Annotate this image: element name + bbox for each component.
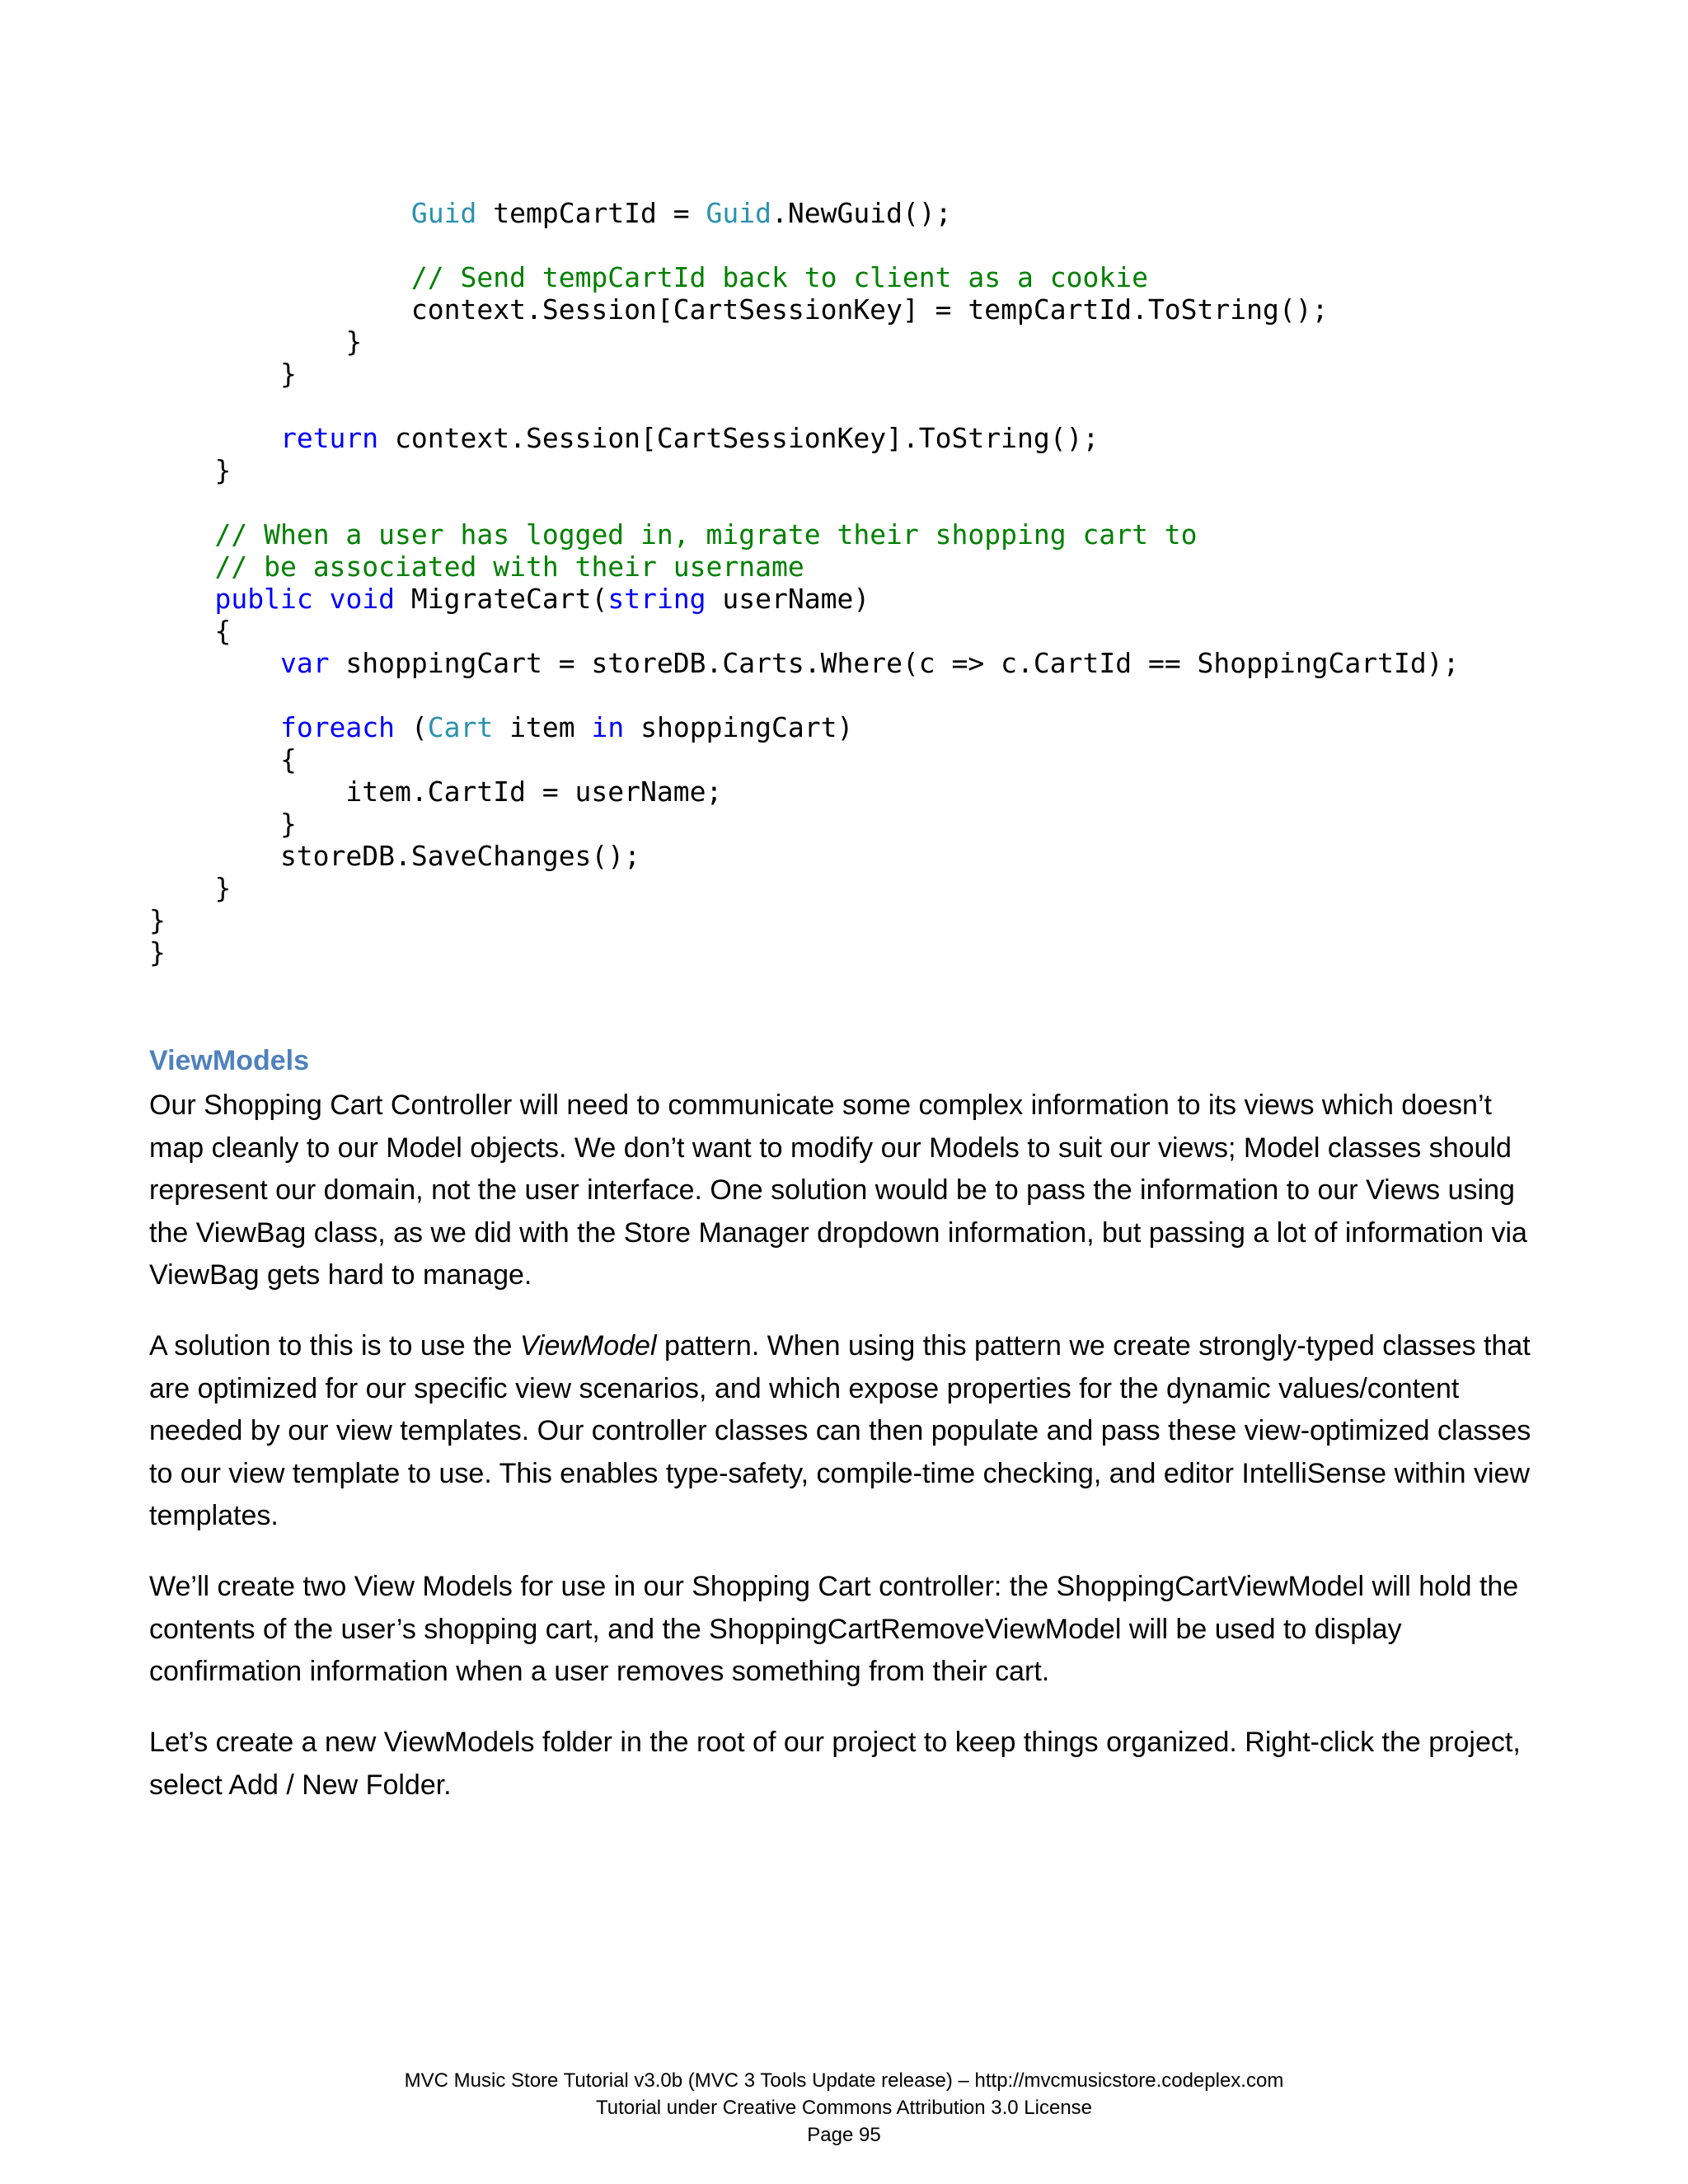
code-block — [149, 197, 1459, 968]
code-line — [149, 454, 1459, 486]
code-token-keyword: return — [279, 422, 379, 454]
code-token-plain — [149, 711, 280, 743]
paragraph-1: Our Shopping Cart Controller will need to communicate some complex information to its views which doesn’t map cleanly to our Model objects. We don’t want to modify our Models to suit our views; Model classes should represent our domain, not the user interface. One solution would be to pass the information to our Views using the ViewBag class, as we did with the Store Manager dropdown information, but passing a lot of information via ViewBag gets hard to manage. — [149, 1090, 1527, 1291]
code-token-plain: ( — [395, 711, 428, 743]
paragraph-2-emphasis: ViewModel — [519, 1330, 657, 1361]
code-token-type: Cart — [427, 711, 494, 743]
code-line — [149, 647, 1459, 679]
code-token-comment: // Send tempCartId back to client as a cookie — [410, 261, 1148, 293]
code-line — [149, 358, 1459, 390]
code-token-keyword: var — [279, 647, 330, 679]
code-token-keyword: public — [214, 583, 313, 615]
code-token-comment: // When a user has logged in, migrate their shopping cart to — [214, 518, 1198, 551]
code-line — [149, 936, 1459, 968]
code-token-plain: tempCartId = — [476, 197, 706, 229]
code-token-plain: shoppingCart) — [624, 711, 854, 743]
code-token-plain — [149, 422, 280, 454]
code-token-plain — [149, 551, 214, 583]
paragraph-4: Let’s create a new ViewModels folder in the root of our project to keep things organized. Right-click the project, select Add / New Folder. — [149, 1727, 1521, 1801]
code-line — [149, 904, 1459, 936]
code-token-plain: } — [149, 454, 232, 486]
code-token-plain: { — [149, 743, 297, 776]
code-token-plain — [149, 518, 214, 551]
code-line — [149, 197, 1459, 229]
code-token-plain — [149, 647, 280, 679]
code-token-plain: } — [149, 904, 166, 936]
paragraph-3: We’ll create two View Models for use in our Shopping Cart controller: the ShoppingCartViewModel will hold the contents of the user’s shopping cart, and the ShoppingCartRemoveViewModel will be used to display confirmation information when a user removes something from their cart. — [149, 1571, 1519, 1687]
code-line — [149, 808, 1459, 840]
code-token-keyword: void — [329, 583, 396, 615]
code-line — [149, 615, 1459, 647]
section-heading: ViewModels — [149, 1045, 309, 1076]
code-line — [149, 486, 1459, 518]
code-token-plain: storeDB.SaveChanges(); — [149, 840, 641, 872]
code-token-plain: } — [149, 936, 166, 968]
page-footer — [0, 2067, 1688, 2149]
code-token-plain: } — [149, 326, 363, 358]
code-token-type: Guid — [410, 197, 477, 229]
paragraph-2-start: A solution to this is to use the — [149, 1330, 520, 1361]
code-token-type: Guid — [706, 197, 772, 229]
code-token-keyword: foreach — [279, 711, 396, 743]
code-line — [149, 743, 1459, 776]
code-token-plain: item.CartId = userName; — [149, 776, 723, 808]
code-token-plain: shoppingCart = storeDB.Carts.Where(c => c.CartId == ShoppingCartId); — [329, 647, 1460, 679]
code-token-plain — [149, 583, 214, 615]
code-token-plain: MigrateCart( — [395, 583, 608, 615]
code-token-plain: item — [493, 711, 592, 743]
code-line — [149, 840, 1459, 872]
code-token-keyword: in — [591, 711, 625, 743]
code-line — [149, 776, 1459, 808]
code-token-plain: } — [149, 872, 232, 904]
code-line — [149, 518, 1459, 551]
code-line — [149, 422, 1459, 454]
code-token-keyword: string — [607, 583, 706, 615]
code-token-plain: .NewGuid(); — [771, 197, 952, 229]
code-token-plain: } — [149, 808, 297, 840]
code-line — [149, 551, 1459, 583]
code-line — [149, 390, 1459, 422]
code-token-plain: { — [149, 615, 232, 647]
code-token-comment: // be associated with their username — [214, 551, 804, 583]
code-line — [149, 229, 1459, 261]
code-token-plain — [149, 261, 411, 293]
code-token-plain — [313, 583, 330, 615]
code-line — [149, 872, 1459, 904]
code-line — [149, 293, 1459, 326]
footer-license-line: Tutorial under Creative Commons Attribution 3.0 License — [595, 2097, 1093, 2119]
paragraph-2 — [149, 1325, 1550, 1538]
code-token-plain: context.Session[CartSessionKey].ToString(); — [378, 422, 1100, 454]
code-token-plain: context.Session[CartSessionKey] = tempCartId.ToString(); — [149, 293, 1329, 326]
code-line — [149, 711, 1459, 743]
code-line — [149, 261, 1459, 293]
paragraph-2-end: pattern. When using this pattern we create strongly-typed classes that are optimized for our specific view scenarios, and which expose properties for the dynamic values/content needed by our view templates. Our controller classes can then populate and pass these view-optimized classes to our view template to use. This enables type-safety, compile-time checking, and editor IntelliSense within view templates. — [149, 1330, 1531, 1531]
code-token-plain: } — [149, 358, 297, 390]
code-token-plain: userName) — [706, 583, 870, 615]
code-line — [149, 679, 1459, 711]
code-token-plain — [149, 197, 411, 229]
code-line — [149, 326, 1459, 358]
footer-page-number: Page 95 — [807, 2124, 881, 2146]
footer-title-line: MVC Music Store Tutorial v3.0b (MVC 3 Tools Update release) – http://mvcmusicstore.codeplex.com — [404, 2069, 1284, 2092]
code-line — [149, 583, 1459, 615]
